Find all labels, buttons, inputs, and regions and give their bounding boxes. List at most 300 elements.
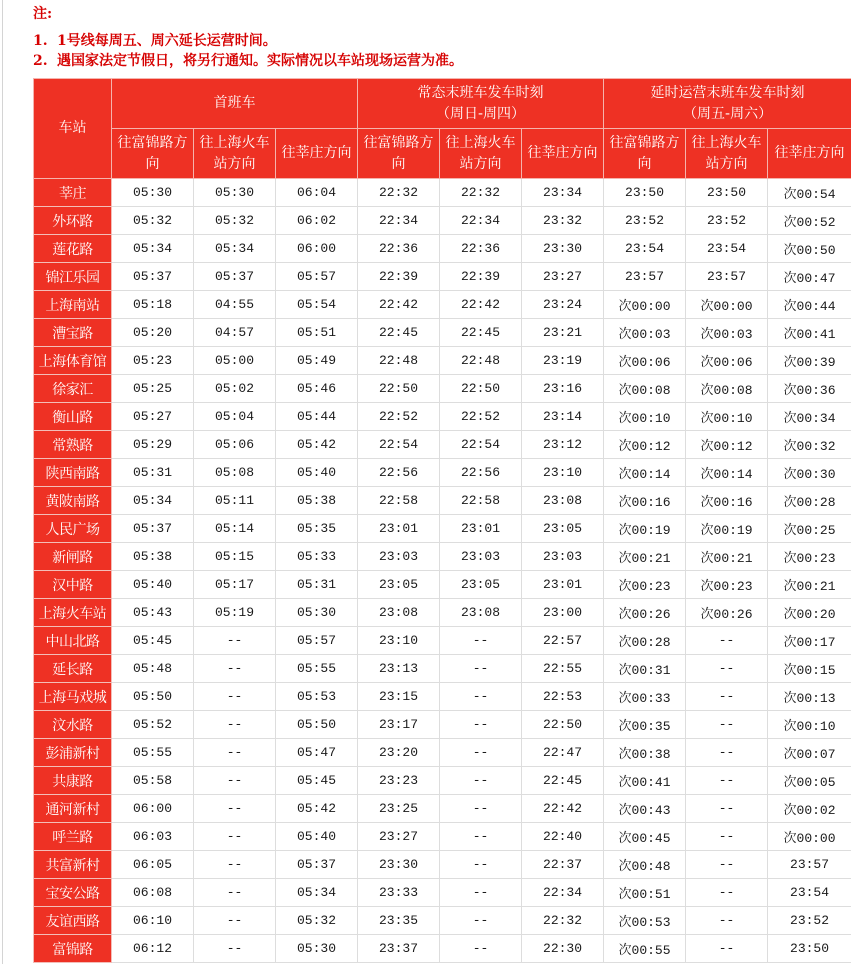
station-name: 中山北路 <box>34 627 112 655</box>
time-cell: 23:50 <box>686 179 768 207</box>
table-row <box>34 179 851 207</box>
time-cell: 次00:34 <box>768 403 851 431</box>
table-row <box>34 459 851 487</box>
time-cell: -- <box>440 683 522 711</box>
table-row <box>34 739 851 767</box>
header-group-regular-last-train <box>358 79 604 129</box>
time-cell: 23:57 <box>686 263 768 291</box>
header-direction-xinzhuang: 往莘庄方向 <box>276 129 358 179</box>
time-cell: 23:03 <box>440 543 522 571</box>
time-cell: 次00:10 <box>768 711 851 739</box>
time-cell: 23:10 <box>358 627 440 655</box>
time-cell: 次00:48 <box>604 851 686 879</box>
time-cell: 次00:52 <box>768 207 851 235</box>
time-cell: 05:48 <box>112 655 194 683</box>
time-cell: 次00:26 <box>686 599 768 627</box>
time-cell: 次00:43 <box>604 795 686 823</box>
station-name: 通河新村 <box>34 795 112 823</box>
timetable <box>33 78 851 963</box>
station-name: 汶水路 <box>34 711 112 739</box>
time-cell: 05:34 <box>112 235 194 263</box>
time-cell: 05:54 <box>276 291 358 319</box>
time-cell: 次00:00 <box>768 823 851 851</box>
time-cell: -- <box>686 935 768 963</box>
time-cell: -- <box>440 823 522 851</box>
table-row <box>34 935 851 963</box>
time-cell: 次00:08 <box>604 375 686 403</box>
time-cell: 05:42 <box>276 795 358 823</box>
time-cell: 05:18 <box>112 291 194 319</box>
time-cell: 05:30 <box>112 179 194 207</box>
time-cell: 次00:38 <box>604 739 686 767</box>
group-sub-label: （周五-周六） <box>683 105 773 122</box>
time-cell: -- <box>686 655 768 683</box>
header-direction-shanghai-railway: 往上海火车站方向 <box>194 129 276 179</box>
header-direction-shanghai-railway: 往上海火车站方向 <box>686 129 768 179</box>
table-row <box>34 375 851 403</box>
time-cell: 22:57 <box>522 627 604 655</box>
header-group-extended-last-train <box>604 79 851 129</box>
time-cell: 22:39 <box>358 263 440 291</box>
time-cell: 05:30 <box>276 599 358 627</box>
header-direction-xinzhuang: 往莘庄方向 <box>768 129 851 179</box>
time-cell: 23:33 <box>358 879 440 907</box>
time-cell: 22:34 <box>522 879 604 907</box>
time-cell: 22:54 <box>358 431 440 459</box>
time-cell: 22:42 <box>440 291 522 319</box>
time-cell: 22:48 <box>440 347 522 375</box>
time-cell: 05:30 <box>276 935 358 963</box>
table-row <box>34 207 851 235</box>
header-direction-fujinlu: 往富锦路方向 <box>358 129 440 179</box>
time-cell: 05:06 <box>194 431 276 459</box>
time-cell: 05:32 <box>194 207 276 235</box>
time-cell: 22:39 <box>440 263 522 291</box>
table-row <box>34 879 851 907</box>
time-cell: 23:23 <box>358 767 440 795</box>
header-direction-fujinlu: 往富锦路方向 <box>604 129 686 179</box>
notes-block <box>33 4 463 71</box>
time-cell: 23:01 <box>358 515 440 543</box>
time-cell: 05:57 <box>276 263 358 291</box>
time-cell: -- <box>440 795 522 823</box>
time-cell: 23:30 <box>522 235 604 263</box>
time-cell: -- <box>686 767 768 795</box>
time-cell: 05:55 <box>276 655 358 683</box>
time-cell: 23:03 <box>358 543 440 571</box>
time-cell: 05:31 <box>112 459 194 487</box>
station-name: 共富新村 <box>34 851 112 879</box>
time-cell: 05:34 <box>112 487 194 515</box>
time-cell: -- <box>194 907 276 935</box>
time-cell: 05:38 <box>276 487 358 515</box>
time-cell: 22:32 <box>358 179 440 207</box>
time-cell: 22:47 <box>522 739 604 767</box>
time-cell: 22:45 <box>440 319 522 347</box>
time-cell: 23:52 <box>768 907 851 935</box>
time-cell: 23:52 <box>604 207 686 235</box>
time-cell: 23:15 <box>358 683 440 711</box>
time-cell: 次00:28 <box>604 627 686 655</box>
time-cell: 23:25 <box>358 795 440 823</box>
time-cell: 次00:19 <box>604 515 686 543</box>
time-cell: 次00:44 <box>768 291 851 319</box>
time-cell: 23:30 <box>358 851 440 879</box>
table-row <box>34 403 851 431</box>
header-station: 车站 <box>34 79 112 179</box>
time-cell: 23:57 <box>604 263 686 291</box>
time-cell: 次00:41 <box>604 767 686 795</box>
group-label: 常态末班车发车时刻 <box>417 84 544 101</box>
time-cell: 05:27 <box>112 403 194 431</box>
table-row <box>34 263 851 291</box>
time-cell: 22:58 <box>358 487 440 515</box>
time-cell: 次00:51 <box>604 879 686 907</box>
time-cell: -- <box>440 627 522 655</box>
time-cell: 06:05 <box>112 851 194 879</box>
time-cell: 次00:54 <box>768 179 851 207</box>
station-name: 徐家汇 <box>34 375 112 403</box>
time-cell: 22:45 <box>358 319 440 347</box>
time-cell: 次00:21 <box>604 543 686 571</box>
station-name: 漕宝路 <box>34 319 112 347</box>
time-cell: 23:03 <box>522 543 604 571</box>
time-cell: 22:54 <box>440 431 522 459</box>
time-cell: 05:32 <box>112 207 194 235</box>
time-cell: -- <box>440 851 522 879</box>
time-cell: 05:43 <box>112 599 194 627</box>
time-cell: 次00:23 <box>604 571 686 599</box>
time-cell: 次00:00 <box>686 291 768 319</box>
time-cell: -- <box>440 879 522 907</box>
time-cell: 次00:50 <box>768 235 851 263</box>
time-cell: 次00:25 <box>768 515 851 543</box>
time-cell: 次00:35 <box>604 711 686 739</box>
time-cell: 次00:28 <box>768 487 851 515</box>
time-cell: 次00:33 <box>604 683 686 711</box>
time-cell: 05:35 <box>276 515 358 543</box>
time-cell: 05:47 <box>276 739 358 767</box>
notes-title: 注: <box>33 6 53 22</box>
time-cell: -- <box>440 655 522 683</box>
time-cell: 05:37 <box>276 851 358 879</box>
time-cell: 次00:36 <box>768 375 851 403</box>
time-cell: 05:57 <box>276 627 358 655</box>
time-cell: 次00:05 <box>768 767 851 795</box>
time-cell: 22:42 <box>522 795 604 823</box>
time-cell: -- <box>194 935 276 963</box>
station-name: 上海体育馆 <box>34 347 112 375</box>
station-name: 黄陂南路 <box>34 487 112 515</box>
station-name: 陕西南路 <box>34 459 112 487</box>
station-name: 上海火车站 <box>34 599 112 627</box>
station-name: 彭浦新村 <box>34 739 112 767</box>
station-name: 共康路 <box>34 767 112 795</box>
time-cell: 05:46 <box>276 375 358 403</box>
time-cell: 23:27 <box>358 823 440 851</box>
time-cell: 23:08 <box>440 599 522 627</box>
time-cell: 23:05 <box>358 571 440 599</box>
time-cell: 次00:32 <box>768 431 851 459</box>
time-cell: 05:37 <box>194 263 276 291</box>
time-cell: -- <box>194 767 276 795</box>
time-cell: 23:08 <box>522 487 604 515</box>
time-cell: 23:35 <box>358 907 440 935</box>
time-cell: 05:31 <box>276 571 358 599</box>
time-cell: 22:36 <box>440 235 522 263</box>
time-cell: 05:17 <box>194 571 276 599</box>
time-cell: 次00:23 <box>686 571 768 599</box>
time-cell: 05:14 <box>194 515 276 543</box>
time-cell: 22:42 <box>358 291 440 319</box>
time-cell: 22:58 <box>440 487 522 515</box>
time-cell: 23:01 <box>522 571 604 599</box>
time-cell: 22:36 <box>358 235 440 263</box>
time-cell: 05:04 <box>194 403 276 431</box>
time-cell: 23:57 <box>768 851 851 879</box>
station-name: 汉中路 <box>34 571 112 599</box>
time-cell: 23:16 <box>522 375 604 403</box>
time-cell: 23:54 <box>686 235 768 263</box>
time-cell: 次00:02 <box>768 795 851 823</box>
note-text: 1号线每周五、周六延长运营时间。 <box>57 33 277 49</box>
station-name: 上海马戏城 <box>34 683 112 711</box>
table-row <box>34 515 851 543</box>
time-cell: 05:49 <box>276 347 358 375</box>
time-cell: 22:48 <box>358 347 440 375</box>
table-row <box>34 347 851 375</box>
time-cell: 22:34 <box>358 207 440 235</box>
time-cell: 次00:16 <box>604 487 686 515</box>
time-cell: 次00:07 <box>768 739 851 767</box>
time-cell: 次00:21 <box>768 571 851 599</box>
table-row <box>34 767 851 795</box>
time-cell: 次00:06 <box>686 347 768 375</box>
time-cell: 次00:10 <box>686 403 768 431</box>
time-cell: -- <box>440 711 522 739</box>
time-cell: 次00:08 <box>686 375 768 403</box>
time-cell: 次00:03 <box>604 319 686 347</box>
time-cell: 06:10 <box>112 907 194 935</box>
time-cell: 05:34 <box>276 879 358 907</box>
time-cell: -- <box>194 823 276 851</box>
table-row <box>34 851 851 879</box>
time-cell: 05:42 <box>276 431 358 459</box>
time-cell: 05:44 <box>276 403 358 431</box>
time-cell: 05:20 <box>112 319 194 347</box>
station-name: 宝安公路 <box>34 879 112 907</box>
time-cell: 23:12 <box>522 431 604 459</box>
time-cell: 22:50 <box>358 375 440 403</box>
table-row <box>34 431 851 459</box>
time-cell: 次00:15 <box>768 655 851 683</box>
note-text: 遇国家法定节假日，将另行通知。实际情况以车站现场运营为准。 <box>57 53 463 69</box>
time-cell: 22:50 <box>440 375 522 403</box>
time-cell: -- <box>686 851 768 879</box>
time-cell: 23:34 <box>522 179 604 207</box>
time-cell: 次00:12 <box>604 431 686 459</box>
time-cell: 次00:14 <box>686 459 768 487</box>
note-item <box>33 51 463 71</box>
time-cell: 23:19 <box>522 347 604 375</box>
time-cell: 05:34 <box>194 235 276 263</box>
table-row <box>34 907 851 935</box>
time-cell: -- <box>440 767 522 795</box>
header-group-first-train <box>112 79 358 129</box>
header-direction-xinzhuang: 往莘庄方向 <box>522 129 604 179</box>
time-cell: 22:52 <box>358 403 440 431</box>
time-cell: 次00:10 <box>604 403 686 431</box>
time-cell: 05:02 <box>194 375 276 403</box>
time-cell: 次00:12 <box>686 431 768 459</box>
time-cell: 次00:16 <box>686 487 768 515</box>
time-cell: 05:50 <box>112 683 194 711</box>
time-cell: 次00:20 <box>768 599 851 627</box>
header-direction-shanghai-railway: 往上海火车站方向 <box>440 129 522 179</box>
time-cell: 22:52 <box>440 403 522 431</box>
time-cell: 22:56 <box>440 459 522 487</box>
station-name: 莲花路 <box>34 235 112 263</box>
time-cell: 05:29 <box>112 431 194 459</box>
note-item <box>33 31 463 51</box>
station-name: 友谊西路 <box>34 907 112 935</box>
time-cell: 23:50 <box>604 179 686 207</box>
table-row <box>34 683 851 711</box>
time-cell: 23:17 <box>358 711 440 739</box>
note-number: 1. <box>33 33 48 49</box>
time-cell: 次00:30 <box>768 459 851 487</box>
time-cell: 22:53 <box>522 683 604 711</box>
station-name: 莘庄 <box>34 179 112 207</box>
time-cell: 次00:47 <box>768 263 851 291</box>
time-cell: 05:11 <box>194 487 276 515</box>
time-cell: 次00:53 <box>604 907 686 935</box>
time-cell: -- <box>194 627 276 655</box>
left-divider <box>2 0 3 964</box>
time-cell: -- <box>686 879 768 907</box>
time-cell: -- <box>686 739 768 767</box>
time-cell: -- <box>440 907 522 935</box>
time-cell: 05:55 <box>112 739 194 767</box>
time-cell: 05:30 <box>194 179 276 207</box>
time-cell: 23:14 <box>522 403 604 431</box>
time-cell: 22:37 <box>522 851 604 879</box>
time-cell: 23:10 <box>522 459 604 487</box>
time-cell: 23:05 <box>440 571 522 599</box>
time-cell: 次00:31 <box>604 655 686 683</box>
time-cell: 次00:23 <box>768 543 851 571</box>
time-cell: 22:50 <box>522 711 604 739</box>
time-cell: -- <box>194 711 276 739</box>
time-cell: 22:55 <box>522 655 604 683</box>
table-row <box>34 487 851 515</box>
time-cell: 05:08 <box>194 459 276 487</box>
time-cell: 05:40 <box>276 823 358 851</box>
station-name: 呼兰路 <box>34 823 112 851</box>
station-name: 延长路 <box>34 655 112 683</box>
time-cell: -- <box>440 739 522 767</box>
time-cell: -- <box>194 851 276 879</box>
time-cell: 23:37 <box>358 935 440 963</box>
time-cell: -- <box>686 907 768 935</box>
time-cell: 次00:19 <box>686 515 768 543</box>
time-cell: 05:40 <box>112 571 194 599</box>
time-cell: 05:53 <box>276 683 358 711</box>
time-cell: 06:12 <box>112 935 194 963</box>
time-cell: 06:00 <box>112 795 194 823</box>
time-cell: -- <box>686 683 768 711</box>
time-cell: 05:45 <box>112 627 194 655</box>
group-sub-label: （周日-周四） <box>435 105 526 122</box>
time-cell: -- <box>194 739 276 767</box>
time-cell: 04:55 <box>194 291 276 319</box>
time-cell: 05:40 <box>276 459 358 487</box>
time-cell: 05:00 <box>194 347 276 375</box>
time-cell: 06:04 <box>276 179 358 207</box>
time-cell: 次00:26 <box>604 599 686 627</box>
time-cell: 22:30 <box>522 935 604 963</box>
time-cell: 22:40 <box>522 823 604 851</box>
header-row-groups <box>34 79 851 129</box>
time-cell: -- <box>686 627 768 655</box>
station-name: 上海南站 <box>34 291 112 319</box>
station-name: 人民广场 <box>34 515 112 543</box>
table-row <box>34 543 851 571</box>
time-cell: 23:24 <box>522 291 604 319</box>
time-cell: 05:25 <box>112 375 194 403</box>
time-cell: 05:15 <box>194 543 276 571</box>
station-name: 富锦路 <box>34 935 112 963</box>
time-cell: 23:08 <box>358 599 440 627</box>
time-cell: 05:38 <box>112 543 194 571</box>
station-name: 外环路 <box>34 207 112 235</box>
table-row <box>34 291 851 319</box>
time-cell: 23:05 <box>522 515 604 543</box>
time-cell: 23:52 <box>686 207 768 235</box>
time-cell: 04:57 <box>194 319 276 347</box>
time-cell: 23:32 <box>522 207 604 235</box>
time-cell: 次00:21 <box>686 543 768 571</box>
time-cell: 06:08 <box>112 879 194 907</box>
time-cell: 次00:45 <box>604 823 686 851</box>
table-row <box>34 627 851 655</box>
time-cell: 06:00 <box>276 235 358 263</box>
table-row <box>34 319 851 347</box>
station-name: 常熟路 <box>34 431 112 459</box>
time-cell: 05:45 <box>276 767 358 795</box>
time-cell: -- <box>686 823 768 851</box>
note-number: 2. <box>33 53 48 69</box>
time-cell: 23:13 <box>358 655 440 683</box>
table-row <box>34 711 851 739</box>
time-cell: 次00:55 <box>604 935 686 963</box>
time-cell: 次00:00 <box>604 291 686 319</box>
table-row <box>34 571 851 599</box>
time-cell: 次00:13 <box>768 683 851 711</box>
time-cell: 22:34 <box>440 207 522 235</box>
time-cell: -- <box>194 655 276 683</box>
time-cell: -- <box>686 711 768 739</box>
time-cell: 05:51 <box>276 319 358 347</box>
station-name: 锦江乐园 <box>34 263 112 291</box>
time-cell: 05:32 <box>276 907 358 935</box>
time-cell: 05:19 <box>194 599 276 627</box>
time-cell: 23:20 <box>358 739 440 767</box>
time-cell: 次00:39 <box>768 347 851 375</box>
time-cell: 05:23 <box>112 347 194 375</box>
time-cell: -- <box>194 795 276 823</box>
time-cell: -- <box>686 795 768 823</box>
